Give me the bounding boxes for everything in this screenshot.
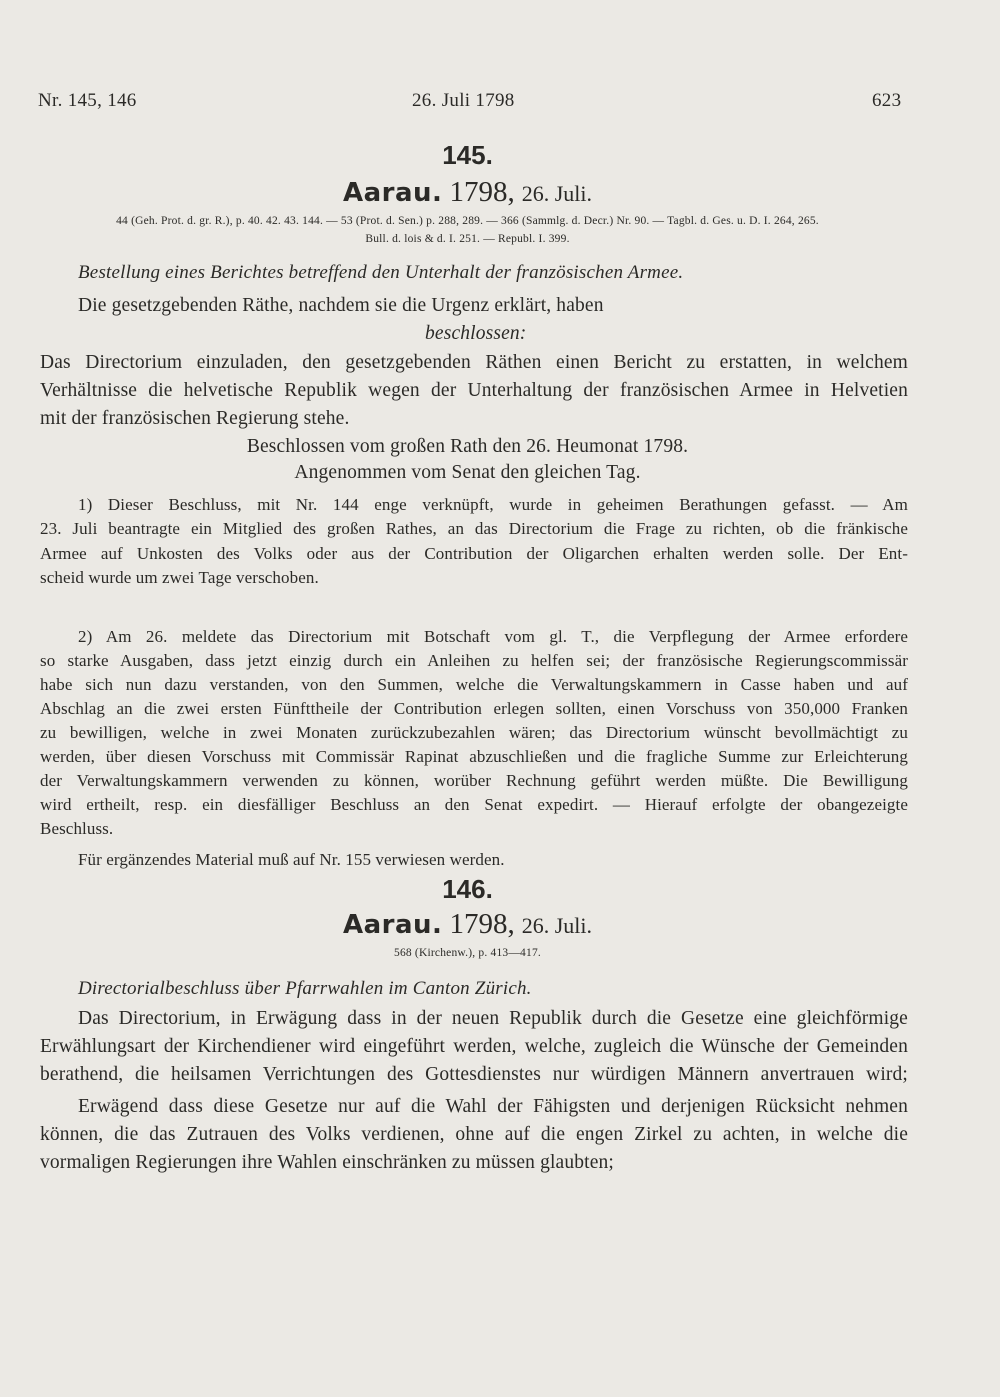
note-2-line-2: so starke Ausgaben, dass jetzt einzig durch ein Anleihen zu helfen sei; der französische Regierungscommissär <box>40 651 908 670</box>
entry-146-para-1-line-2: Erwählungsart der Kirchendiener wird eingeführt werden, welche, zugleich die Wünsche der Gemeinden <box>40 1036 908 1057</box>
entry-145-intro: Die gesetzgebenden Räthe, nachdem sie die Urgenz erklärt, haben <box>78 295 604 316</box>
entry-146-para-2-line-2: können, die das Zutrauen des Volks verdienen, ohne auf die engen Zirkel zu achten, in welche die <box>40 1124 908 1145</box>
note-1-line-1: 1) Dieser Beschluss, mit Nr. 144 enge verknüpft, wurde in geheimen Berathungen gefasst. — Am <box>78 495 908 514</box>
entry-146-para-1-line-1: Das Directorium, in Erwägung dass in der neuen Republik durch die Gesetze eine gleichförmige <box>78 1008 908 1029</box>
note-2-line-7: der Verwaltungskammern verwenden zu können, worüber Rechnung geführt werden müßte. Die Bewilligung <box>40 771 908 790</box>
note-2-line-8: wird ertheilt, resp. ein diesfälliger Beschluss an den Senat expedirt. — Hierauf erfolgte der obangezeigte <box>40 795 908 814</box>
entry-146-day: 26. Juli. <box>521 913 592 938</box>
entry-146-para-2-line-1: Erwägend dass diese Gesetze nur auf die Wahl der Fähigsten und derjenigen Rücksicht nehmen <box>78 1096 908 1117</box>
entry-145-body-line-2: Verhältnisse die helvetische Republik wegen der Unterhaltung der französischen Armee in Helvetien <box>40 380 908 401</box>
entry-146-number: 146. <box>442 874 493 904</box>
note-2-line-4: Abschlag an die zwei ersten Fünfttheile der Contribution erlegen sollten, einen Vorschuss von 350,000 Franken <box>40 699 908 718</box>
entry-145-resolved: beschlossen: <box>425 323 527 344</box>
entry-145-sources-line-2: Bull. d. lois & d. I. 251. — Republ. I. 399. <box>365 233 570 245</box>
entry-145-year: 1798, <box>449 176 515 208</box>
entry-145-body-line-3: mit der französischen Regierung stehe. <box>40 408 350 429</box>
entry-146-source: 568 (Kirchenw.), p. 413—417. <box>394 947 541 959</box>
entry-145-dateline <box>0 176 935 209</box>
entry-146-year: 1798, <box>449 908 515 940</box>
entry-145-day: 26. Juli. <box>521 181 592 206</box>
entry-145-number: 145. <box>442 140 493 170</box>
running-header-date: 26. Juli 1798 <box>412 90 515 111</box>
note-1-line-3: Armee auf Unkosten des Volks oder aus der Contribution der Oligarchen erhalten werden solle. Der Ent- <box>40 544 908 563</box>
note-1-line-4: scheid wurde um zwei Tage verschoben. <box>40 568 319 587</box>
page-number: 623 <box>872 90 902 111</box>
entry-145-body-line-1: Das Directorium einzuladen, den gesetzgebenden Räthen einen Bericht zu erstatten, in welchem <box>40 352 908 373</box>
note-2-line-9: Beschluss. <box>40 819 114 838</box>
entry-145-rubric: Bestellung eines Berichtes betreffend den Unterhalt der französischen Armee. <box>78 262 684 283</box>
note-2-line-6: werden, über diesen Vorschuss mit Commissär Rapinat abzuschließen und die fragliche Summe zur Erleichterung <box>40 747 908 766</box>
entry-145-passed-great-council: Beschlossen vom großen Rath den 26. Heumonat 1798. <box>246 436 689 457</box>
note-1-line-2: 23. Juli beantragte ein Mitglied des großen Rathes, an das Directorium die Frage zu richten, ob die fränkische <box>40 519 908 538</box>
running-header-left: Nr. 145, 146 <box>38 90 137 111</box>
entry-146-rubric: Directorialbeschluss über Pfarrwahlen im Canton Zürich. <box>78 978 532 999</box>
entry-145-city: Aarau. <box>343 178 443 208</box>
entry-145-passed-senate: Angenommen vom Senat den gleichen Tag. <box>294 462 641 483</box>
note-2-line-1: 2) Am 26. meldete das Directorium mit Botschaft vom gl. T., die Verpflegung der Armee erfordere <box>78 627 908 646</box>
entry-146-para-1-line-3: berathend, die heilsamen Verrichtungen des Gottesdienstes nur würdigen Männern anvertrauen wird; <box>40 1064 908 1085</box>
note-2-line-5: zu bewilligen, welche in zwei Monaten zurückzubezahlen wären; das Directorium wünscht bevollmächtigt zu <box>40 723 908 742</box>
entry-146-city: Aarau. <box>343 910 443 940</box>
entry-146-dateline <box>0 908 935 941</box>
note-3: Für ergänzendes Material muß auf Nr. 155 verwiesen werden. <box>78 850 505 869</box>
note-2-line-3: habe sich nun dazu verstanden, von den Summen, welche die Verwaltungskammern in Casse haben und auf <box>40 675 908 694</box>
entry-146-para-2-line-3: vormaligen Regierungen ihre Wahlen einschränken zu müssen glaubten; <box>40 1152 614 1173</box>
entry-145-sources-line-1: 44 (Geh. Prot. d. gr. R.), p. 40. 42. 43. 144. — 53 (Prot. d. Sen.) p. 288, 289. — 366 (Sammlg. d. Decr.) Nr. 90. — Tagbl. d. Ges. u. D. I. 264, 265. <box>116 215 819 227</box>
